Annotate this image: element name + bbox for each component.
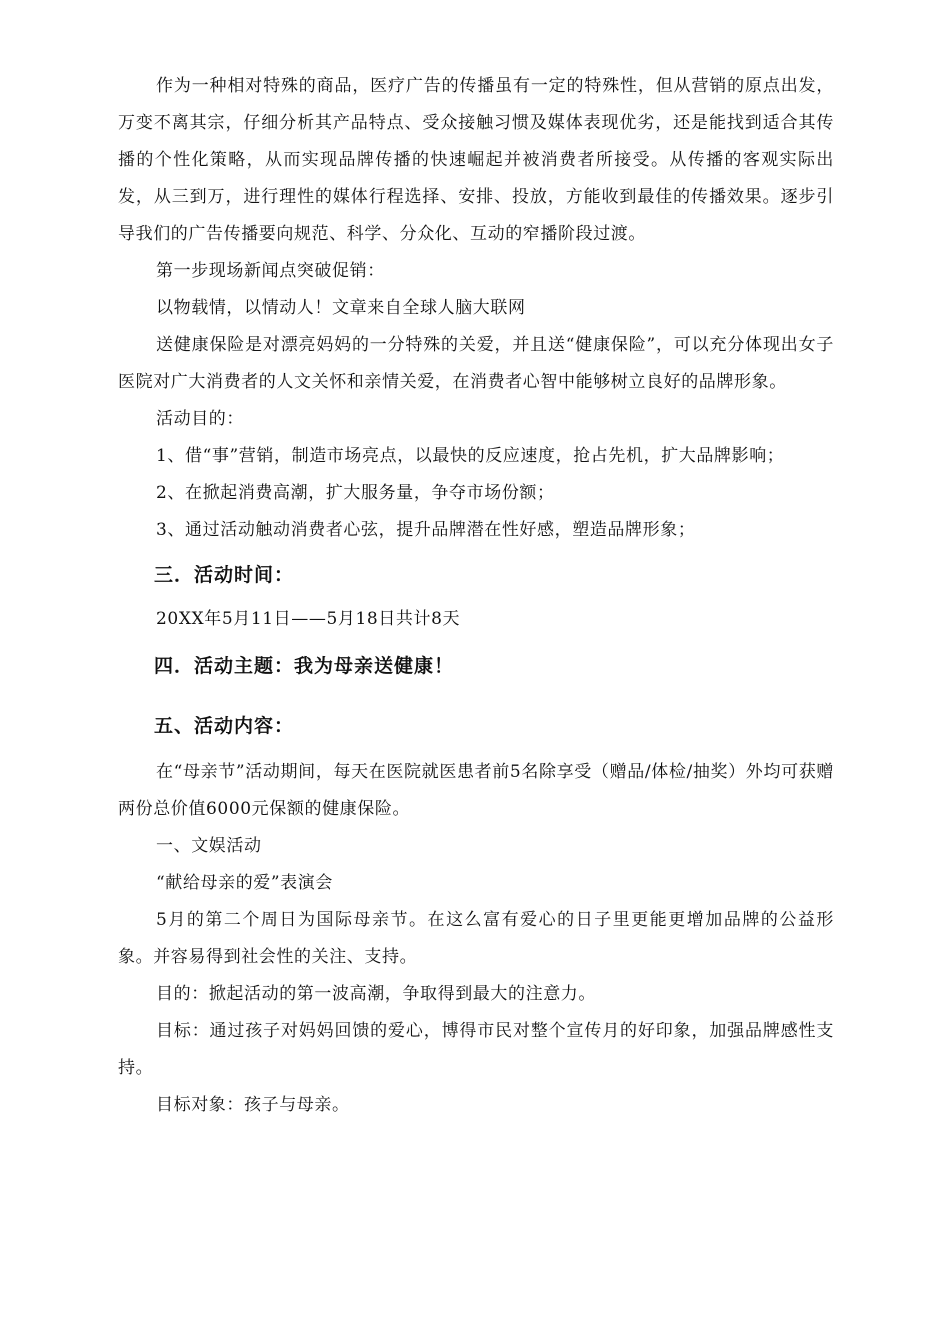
- target-paragraph: 目标：通过孩子对妈妈回馈的爱心，博得市民对整个宣传月的好印象，加强品牌感性支持。: [118, 1021, 834, 1078]
- purpose-item-1: 1、借“事”营销，制造市场亮点，以最快的反应速度，抢占先机，扩大品牌影响；: [156, 446, 785, 466]
- purpose-item-3: 3、通过活动触动消费者心弦，提升品牌潜在性好感，塑造品牌形象；: [156, 520, 696, 540]
- section-heading-content: 五、活动内容：: [154, 715, 295, 737]
- content-paragraph: 在“母亲节”活动期间，每天在医院就医患者前5名除享受（赠品/体检/抽奖）外均可获赠两份总价值6000元保额的健康保险。: [118, 762, 834, 819]
- section-heading-time: 三．活动时间：: [154, 564, 295, 586]
- intro-paragraph: 作为一种相对特殊的商品，医疗广告的传播虽有一定的特殊性，但从营销的原点出发，万变不离其宗，仔细分析其产品特点、受众接触习惯及媒体表现优劣，还是能找到适合其传播的个性化策略，从而实现品牌传播的快速崛起并被消费者所接受。从传播的客观实际出发，从三到万，进行理性的媒体行程选择、安排、投放，方能收到最佳的传播效果。逐步引导我们的广告传播要向规范、科学、分众化、互动的窄播阶段过渡。: [118, 76, 834, 244]
- goal-paragraph: 目的：掀起活动的第一波高潮，争取得到最大的注意力。: [156, 984, 596, 1004]
- mothers-day-paragraph: 5月的第二个周日为国际母亲节。在这么富有爱心的日子里更能更增加品牌的公益形象。并容易得到社会性的关注、支持。: [118, 910, 834, 967]
- step-one-label: 第一步现场新闻点突破促销：: [156, 261, 385, 281]
- performance-title: “献给母亲的爱”表演会: [156, 873, 333, 893]
- slogan-line: 以物载情，以情动人！文章来自全球人脑大联网: [156, 298, 526, 318]
- activity-date: 20XX年5月11日——5月18日共计8天: [156, 609, 461, 629]
- document-body: [118, 68, 834, 1124]
- subsection-title: 一、文娱活动: [156, 836, 262, 856]
- section-heading-theme: 四．活动主题：我为母亲送健康！: [154, 655, 455, 677]
- purpose-item-2: 2、在掀起消费高潮，扩大服务量，争夺市场份额；: [156, 483, 555, 503]
- audience-paragraph: 目标对象：孩子与母亲。: [156, 1095, 350, 1115]
- insurance-paragraph: 送健康保险是对漂亮妈妈的一分特殊的关爱，并且送“健康保险”，可以充分体现出女子医院对广大消费者的人文关怀和亲情关爱，在消费者心智中能够树立良好的品牌形象。: [118, 335, 834, 392]
- purpose-label: 活动目的：: [156, 409, 244, 429]
